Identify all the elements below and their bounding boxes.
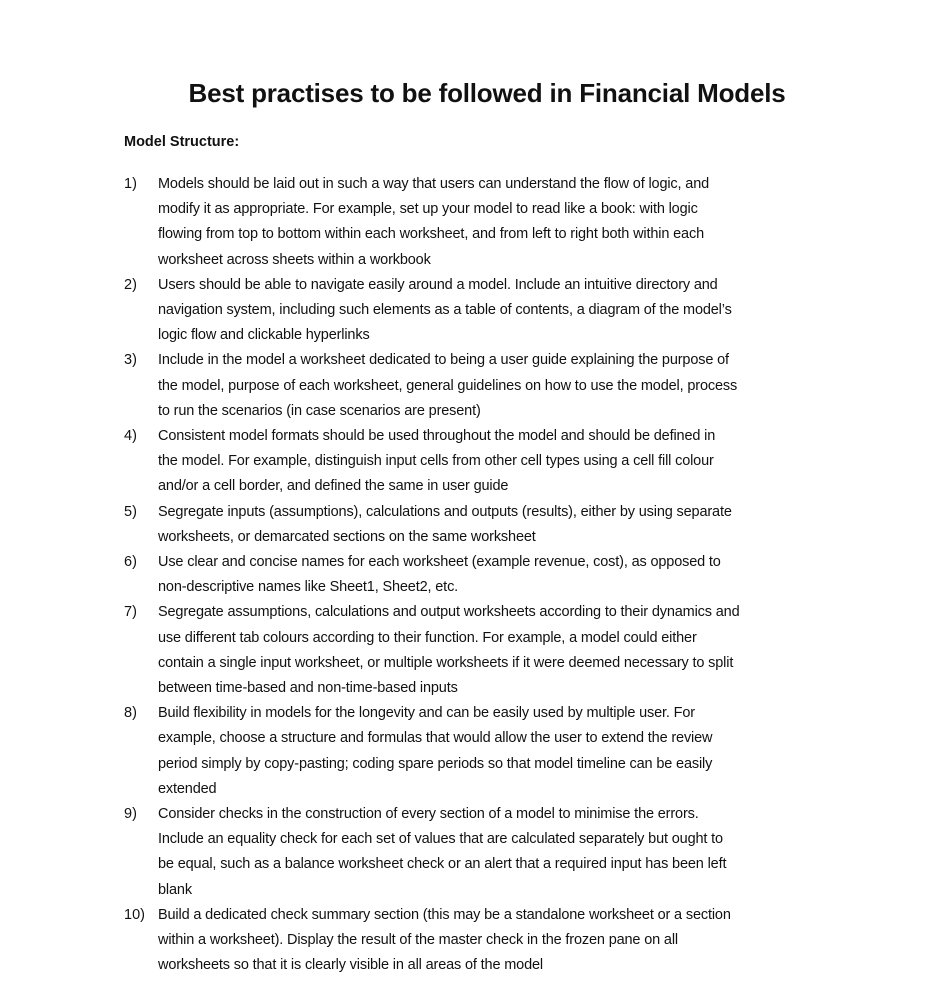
list-item-text: [158, 500, 884, 550]
list-item-number: 2): [124, 276, 137, 293]
text-line: and/or a cell border, and defined the same in user guide: [158, 478, 509, 495]
text-line: Users should be able to navigate easily around a model. Include an intuitive directory and: [158, 276, 718, 293]
practices-list: [124, 172, 884, 979]
list-item-text: [158, 600, 884, 701]
list-item-number: 9): [124, 806, 137, 823]
section-heading: Model Structure:: [124, 134, 240, 150]
list-item-text: [158, 802, 884, 903]
text-line: worksheet across sheets within a workbook: [158, 251, 431, 268]
text-line: worksheets so that it is clearly visible in all areas of the model: [158, 957, 543, 974]
list-item: [124, 172, 884, 273]
list-item-text: [158, 701, 884, 802]
text-line: Segregate assumptions, calculations and output worksheets according to their dynamics and: [158, 604, 740, 621]
list-item-number: 4): [124, 428, 137, 445]
text-line: within a worksheet). Display the result of the master check in the frozen pane on all: [158, 932, 678, 949]
text-line: Segregate inputs (assumptions), calculations and outputs (results), either by using separate: [158, 503, 732, 520]
document-title: Best practises to be followed in Financial Models: [188, 78, 786, 108]
text-line: the model. For example, distinguish input cells from other cell types using a cell fill colour: [158, 453, 714, 470]
list-item: [124, 424, 884, 500]
text-line: to run the scenarios (in case scenarios are present): [158, 402, 481, 419]
text-line: period simply by copy-pasting; coding spare periods so that model timeline can be easily: [158, 755, 713, 772]
text-line: extended: [158, 780, 217, 797]
list-item: [124, 701, 884, 802]
list-item: [124, 903, 884, 979]
text-line: navigation system, including such elements as a table of contents, a diagram of the model’s: [158, 302, 732, 319]
list-item: [124, 802, 884, 903]
text-line: logic flow and clickable hyperlinks: [158, 327, 370, 344]
text-line: be equal, such as a balance worksheet check or an alert that a required input has been left: [158, 856, 727, 873]
list-item-number: 8): [124, 705, 137, 722]
text-line: flowing from top to bottom within each worksheet, and from left to right both within each: [158, 226, 704, 243]
text-line: example, choose a structure and formulas that would allow the user to extend the review: [158, 730, 713, 747]
text-line: Use clear and concise names for each worksheet (example revenue, cost), as opposed to: [158, 554, 721, 571]
text-line: Consistent model formats should be used throughout the model and should be defined in: [158, 428, 716, 445]
text-line: blank: [158, 881, 192, 898]
list-item: [124, 273, 884, 349]
text-line: use different tab colours according to their function. For example, a model could either: [158, 629, 697, 646]
list-item-number: 6): [124, 554, 137, 571]
list-item-text: [158, 424, 884, 500]
text-line: Consider checks in the construction of every section of a model to minimise the errors.: [158, 806, 699, 823]
list-item-text: [158, 172, 884, 273]
text-line: Build a dedicated check summary section (this may be a standalone worksheet or a section: [158, 906, 731, 923]
text-line: Build flexibility in models for the longevity and can be easily used by multiple user. For: [158, 705, 695, 722]
text-line: Models should be laid out in such a way that users can understand the flow of logic, and: [158, 176, 710, 192]
list-item-text: [158, 903, 884, 979]
text-line: the model, purpose of each worksheet, general guidelines on how to use the model, process: [158, 377, 738, 394]
list-item-text: [158, 273, 884, 349]
list-item-number: 7): [124, 604, 137, 621]
text-line: Include an equality check for each set of values that are calculated separately but ought to: [158, 831, 723, 848]
list-item-number: 1): [124, 176, 137, 192]
list-item-text: [158, 550, 884, 600]
text-line: worksheets, or demarcated sections on the same worksheet: [158, 528, 536, 545]
list-item: [124, 600, 884, 701]
list-item-number: 5): [124, 503, 137, 520]
list-item: [124, 550, 884, 600]
text-line: non-descriptive names like Sheet1, Sheet2, etc.: [158, 579, 459, 596]
list-item-number: 10): [124, 906, 145, 923]
text-line: Include in the model a worksheet dedicated to being a user guide explaining the purpose of: [158, 352, 729, 369]
text-line: contain a single input worksheet, or multiple worksheets if it were deemed necessary to split: [158, 654, 734, 671]
list-item-number: 3): [124, 352, 137, 369]
list-item: [124, 348, 884, 424]
list-item-text: [158, 348, 884, 424]
list-item: [124, 500, 884, 550]
text-line: modify it as appropriate. For example, set up your model to read like a book: with logic: [158, 201, 698, 218]
text-line: between time-based and non-time-based inputs: [158, 680, 458, 697]
